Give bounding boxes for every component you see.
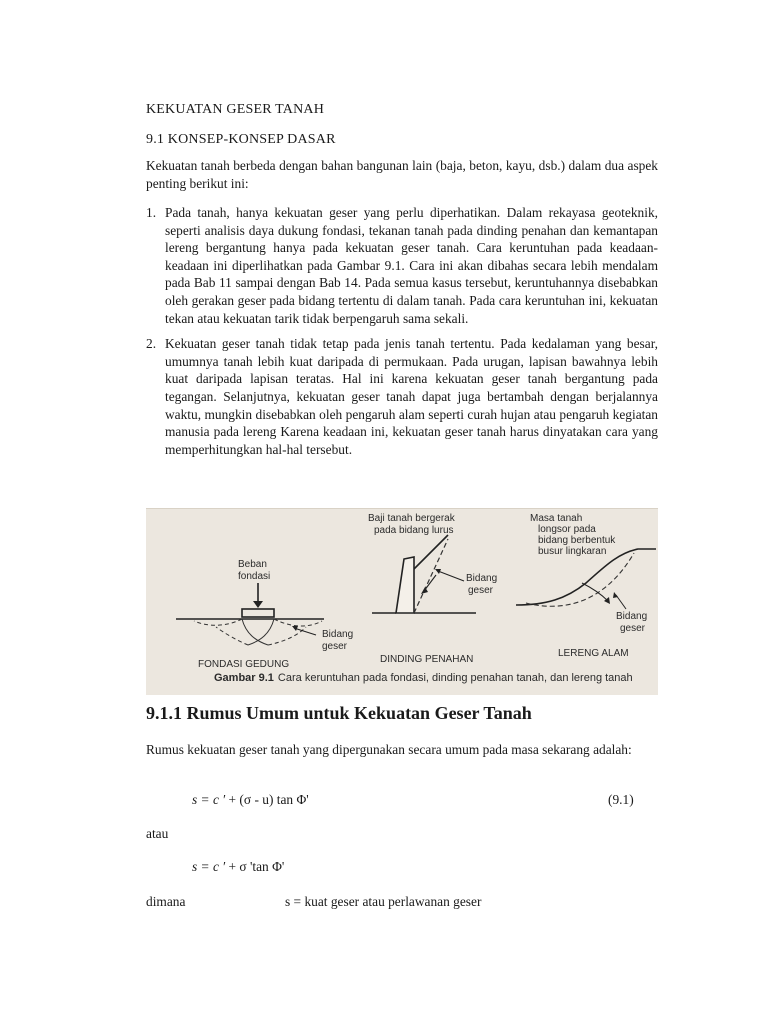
caption-fondasi-gedung: FONDASI GEDUNG <box>198 659 290 670</box>
list-item <box>146 335 658 458</box>
label-bidang-1: Bidang <box>322 629 354 640</box>
label-beban: Beban <box>238 559 267 570</box>
list-item <box>146 204 658 327</box>
document-title: KEKUATAN GESER TANAH <box>146 102 325 117</box>
figure-caption-label: Gambar 9.1 <box>214 672 274 684</box>
natural-slope-panel <box>516 513 656 659</box>
list-item-number: 1. <box>146 205 157 220</box>
label-masa-2: longsor pada <box>538 524 596 535</box>
label-masa-3: bidang berbentuk <box>538 535 616 546</box>
formula-2-lhs: s = c ′ <box>192 859 226 874</box>
failure-modes-diagram <box>146 509 658 695</box>
retaining-wall-panel <box>368 513 497 665</box>
figure-9-1 <box>146 508 658 695</box>
caption-dinding-penahan: DINDING PENAHAN <box>380 654 474 665</box>
formula-2-rhs: + σ 'tan Φ' <box>225 859 285 874</box>
section-heading: 9.1 KONSEP-KONSEP DASAR <box>146 132 336 147</box>
dimana-label: dimana <box>146 894 186 909</box>
label-masa-4: busur lingkaran <box>538 546 607 557</box>
formula-intro: Rumus kekuatan geser tanah yang dipergunakan secara umum pada masa sekarang adalah: <box>146 742 632 757</box>
list-item-text: Pada tanah, hanya kekuatan geser yang perlu diperhatikan. Dalam rekayasa geoteknik, seperti analisis daya dukung fondasi, tekanan tanah pada dinding penahan dan kemantapan lereng bergantung hanya pada kekuatan geser tanah. Cara keruntuhan pada keadaan-keadaan ini diperlihatkan pada Gambar 9.1. Cara ini akan dibahas secara lebih mendalam pada Bab 11 sampai dengan Bab 14. Pada semua kasus tersebut, keruntuhannya disebabkan oleh gerakan geser pada bidang tertentu di dalam tanah. Pada cara keruntuhan ini, kekuatan tekan atau kekuatan tarik tidak berpengaruh sama sekali. <box>165 205 658 326</box>
list-item-number: 2. <box>146 336 157 352</box>
caption-lereng-alam: LERENG ALAM <box>558 648 629 659</box>
label-masa-1: Masa tanah <box>530 513 583 524</box>
figure-caption-text: Cara keruntuhan pada fondasi, dinding penahan tanah, dan lereng tanah <box>277 672 633 684</box>
numbered-list <box>146 204 658 458</box>
formula-2 <box>192 858 284 876</box>
foundation-panel <box>176 559 353 670</box>
label-bidang-2: Bidang <box>466 573 498 584</box>
label-fondasi: fondasi <box>238 571 271 582</box>
list-item-text: Kekuatan geser tanah tidak tetap pada jenis tanah tertentu. Pada kedalaman yang besar, umumnya tanah lebih kuat daripada di permukaan. Pada urugan, lapisan bawahnya lebih kuat daripada lapisan teratas. Hal ini karena kekuatan geser tanah bergantung pada tegangan. Selanjutnya, kekuatan geser tanah dapat juga bertambah dengan berjalannya waktu, mungkin disebabkan oleh pengaruh alam seperti curah hujan atau pengaruh kegiatan manusia pada lereng Karena keadaan ini, kekuatan geser tanah harus dinyatakan cara yang memperhitungkan hal-hal tersebut. <box>165 336 658 457</box>
label-baji-1: Baji tanah bergerak <box>368 513 455 524</box>
formula-1-lhs: s = c ′ <box>192 792 226 807</box>
figure-caption <box>214 672 633 684</box>
equation-number: (9.1) <box>608 792 634 807</box>
formula-9-1 <box>192 791 309 809</box>
label-geser-1: geser <box>322 641 348 652</box>
dimana-definition: s = kuat geser atau perlawanan geser <box>285 894 482 909</box>
subsection-heading: 9.1.1 Rumus Umum untuk Kekuatan Geser Tanah <box>146 703 532 723</box>
formula-1-rhs: + (σ - u) tan Φ' <box>225 792 309 807</box>
label-bidang-3: Bidang <box>616 611 648 622</box>
label-geser-2: geser <box>468 585 494 596</box>
atau-text: atau <box>146 826 169 841</box>
label-geser-3: geser <box>620 623 646 634</box>
intro-paragraph: Kekuatan tanah berbeda dengan bahan bangunan lain (baja, beton, kayu, dsb.) dalam dua aspek penting berikut ini: <box>146 158 658 191</box>
label-baji-2: pada bidang lurus <box>374 525 454 536</box>
